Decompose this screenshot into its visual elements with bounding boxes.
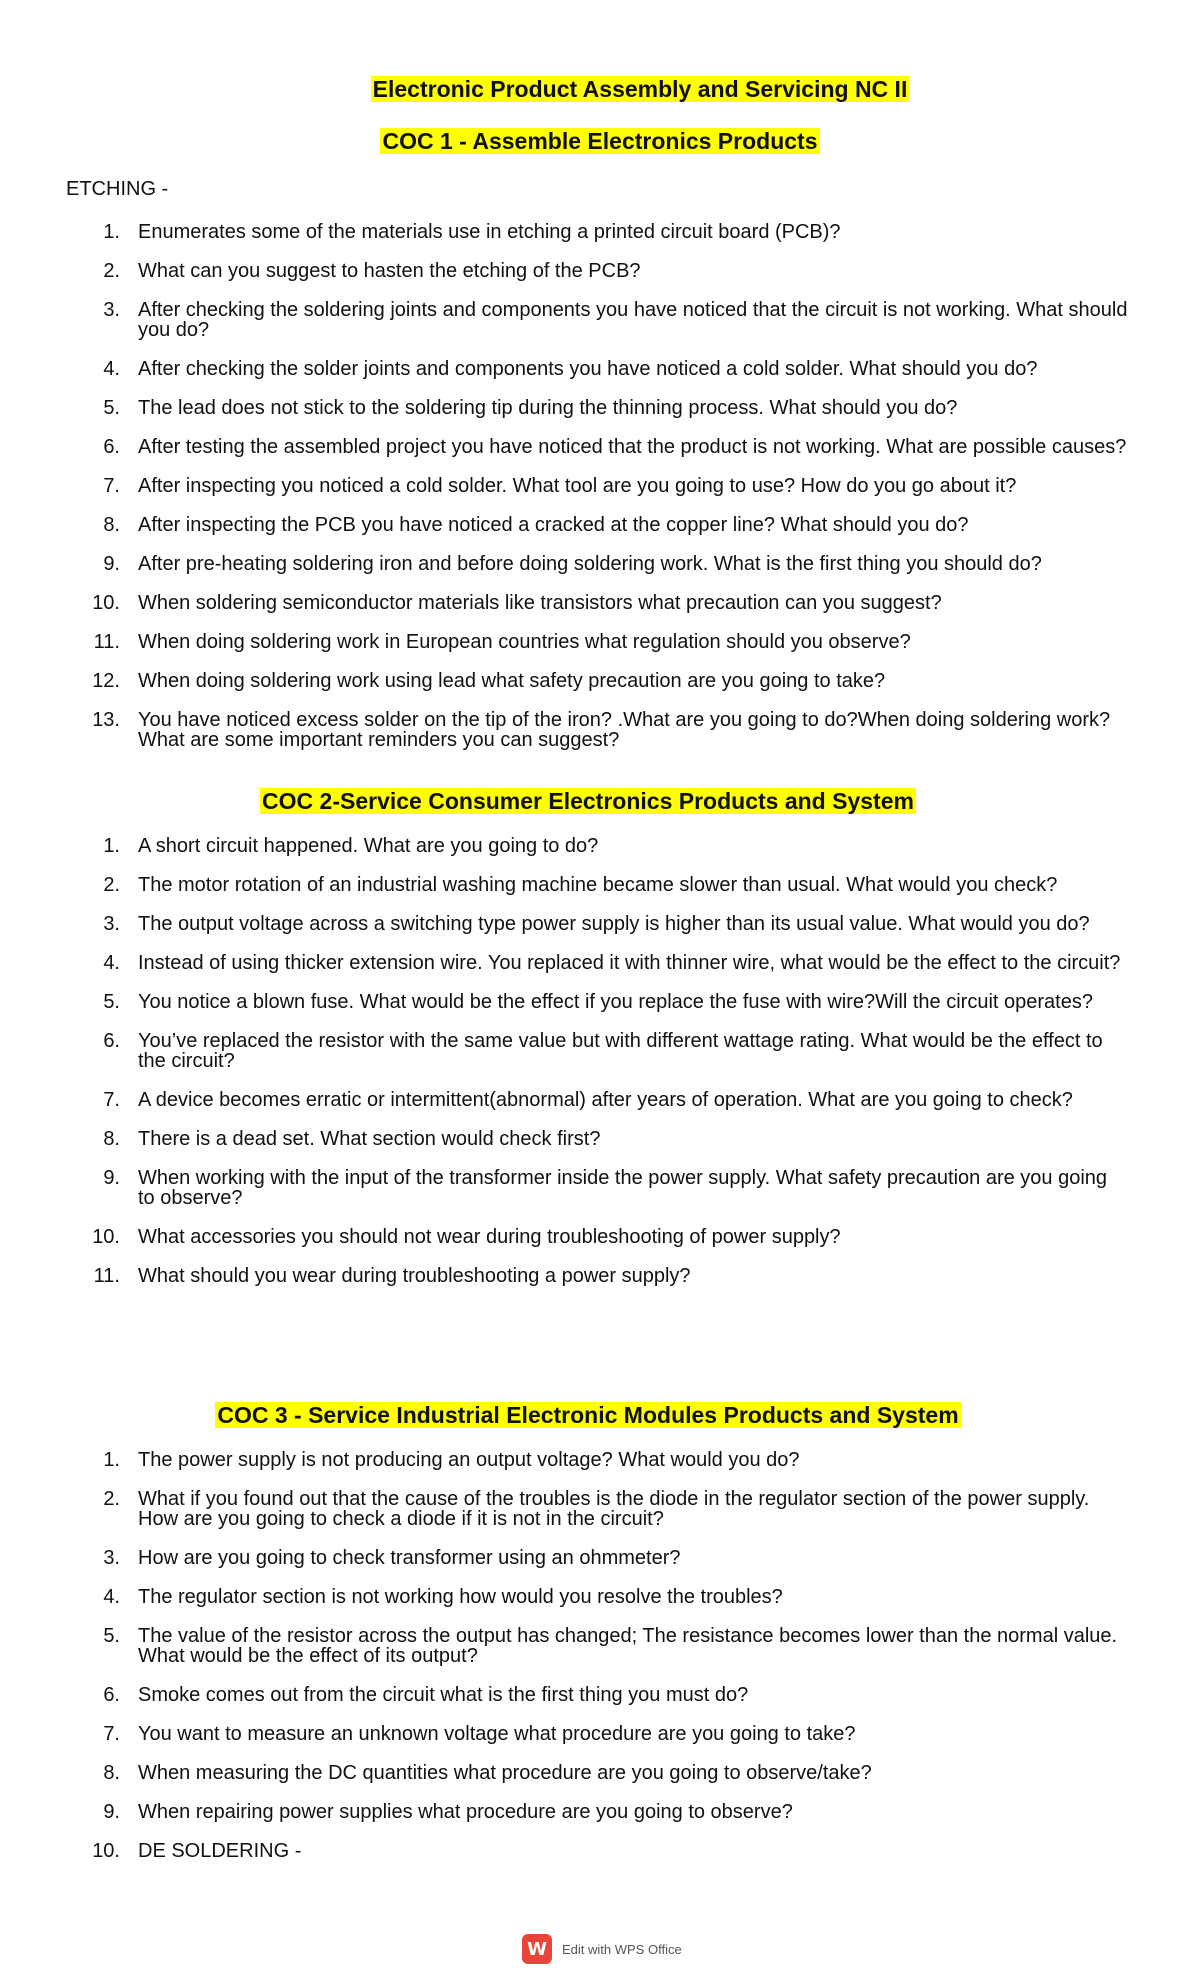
question-text: You want to measure an unknown voltage what procedure are you going to take?: [138, 1723, 856, 1745]
question-item: [0, 515, 1200, 535]
question-number: 1.: [103, 1449, 120, 1471]
question-text: A device becomes erratic or intermittent(abnormal) after years of operation. What are you going to check?: [138, 1089, 1073, 1111]
question-number: 2.: [103, 260, 120, 282]
question-number: 3.: [103, 1547, 120, 1569]
coc1-heading-text: COC 1 - Assemble Electronics Products: [382, 128, 818, 154]
question-item: [0, 1168, 1200, 1208]
coc2-heading: [0, 786, 1188, 816]
question-number: 10.: [92, 1840, 120, 1862]
coc3-heading-text: COC 3 - Service Industrial Electronic Modules Products and System: [217, 1402, 959, 1428]
wps-footer-text: Edit with WPS Office: [562, 1941, 682, 1957]
question-number: 9.: [103, 1801, 120, 1823]
question-number: 11.: [93, 631, 120, 653]
question-item: [0, 1724, 1200, 1744]
question-number: 1.: [103, 835, 120, 857]
question-number: 5.: [103, 1625, 120, 1647]
coc2-question-list: [0, 836, 1200, 1305]
question-number: 3.: [103, 299, 120, 321]
question-text: The value of the resistor across the output has changed; The resistance becomes lower than the normal value. What would be the effect of its output?: [138, 1625, 1118, 1667]
wps-footer[interactable]: [522, 1934, 682, 1964]
question-number: 4.: [103, 1586, 120, 1608]
question-item: [0, 710, 1200, 750]
coc2-heading-text: COC 2-Service Consumer Electronics Products and System: [262, 788, 914, 814]
question-text: What accessories you should not wear during troubleshooting of power supply?: [138, 1226, 841, 1248]
question-text: After testing the assembled project you have noticed that the product is not working. What are possible causes?: [138, 436, 1127, 458]
question-text: Instead of using thicker extension wire. You replaced it with thinner wire, what would be the effect to the circuit?: [138, 952, 1121, 974]
question-item: [0, 875, 1200, 895]
question-text: When soldering semiconductor materials like transistors what precaution can you suggest?: [138, 592, 942, 614]
question-text: Smoke comes out from the circuit what is the first thing you must do?: [138, 1684, 749, 1706]
question-number: 7.: [103, 1089, 120, 1111]
question-number: 4.: [103, 952, 120, 974]
question-number: 13.: [92, 709, 120, 731]
question-item: [0, 1802, 1200, 1822]
question-number: 6.: [103, 1030, 120, 1052]
question-text: After checking the solder joints and components you have noticed a cold solder. What should you do?: [138, 358, 1038, 380]
question-item: [0, 1129, 1200, 1149]
question-item: [0, 1031, 1200, 1071]
question-text: When doing soldering work in European countries what regulation should you observe?: [138, 631, 911, 653]
question-number: 8.: [103, 1762, 120, 1784]
question-item: [0, 300, 1200, 340]
question-text: When repairing power supplies what procedure are you going to observe?: [138, 1801, 793, 1823]
question-item: [0, 671, 1200, 691]
document-title: [40, 74, 1200, 104]
question-text: What can you suggest to hasten the etching of the PCB?: [138, 260, 641, 282]
question-text: After pre-heating soldering iron and before doing soldering work. What is the first thing you should do?: [138, 553, 1042, 575]
question-text: After inspecting the PCB you have noticed a cracked at the copper line? What should you do?: [138, 514, 969, 536]
coc1-question-list: [0, 222, 1200, 769]
question-text: What should you wear during troubleshooting a power supply?: [138, 1265, 691, 1287]
question-number: 8.: [103, 514, 120, 536]
question-text: Enumerates some of the materials use in etching a printed circuit board (PCB)?: [138, 221, 841, 243]
question-number: 6.: [103, 436, 120, 458]
question-number: 2.: [103, 1488, 120, 1510]
question-item: [0, 593, 1200, 613]
question-item: [0, 1450, 1200, 1470]
question-number: 3.: [103, 913, 120, 935]
question-text: When doing soldering work using lead what safety precaution are you going to take?: [138, 670, 886, 692]
question-number: 5.: [103, 397, 120, 419]
question-number: 12.: [92, 670, 120, 692]
question-text: After checking the soldering joints and components you have noticed that the circuit is not working. What should you do?: [138, 299, 1128, 341]
question-text: The motor rotation of an industrial washing machine became slower than usual. What would you check?: [138, 874, 1058, 896]
question-item: [0, 1626, 1200, 1666]
question-item: [0, 359, 1200, 379]
document-title-text: Electronic Product Assembly and Servicing NC II: [372, 76, 908, 102]
question-text: You have noticed excess solder on the tip of the iron? .What are you going to do?When doing soldering work? What are some important reminders you can suggest?: [138, 709, 1111, 751]
question-number: 10.: [92, 592, 120, 614]
question-item: [0, 1227, 1200, 1247]
question-number: 4.: [103, 358, 120, 380]
question-number: 2.: [103, 874, 120, 896]
question-number: 9.: [103, 1167, 120, 1189]
question-text: You’ve replaced the resistor with the same value but with different wattage rating. What would be the effect to the circuit?: [138, 1030, 1103, 1072]
question-item: [0, 437, 1200, 457]
question-item: [0, 1685, 1200, 1705]
question-text: The output voltage across a switching type power supply is higher than its usual value. What would you do?: [138, 913, 1090, 935]
question-item: [0, 398, 1200, 418]
question-item: [0, 836, 1200, 856]
question-item: [0, 554, 1200, 574]
question-text: A short circuit happened. What are you going to do?: [138, 835, 599, 857]
question-number: 10.: [92, 1226, 120, 1248]
coc1-heading: [0, 126, 1200, 156]
wps-logo-icon: W: [522, 1934, 552, 1964]
question-number: 1.: [103, 221, 120, 243]
question-item: [0, 222, 1200, 242]
question-text: How are you going to check transformer using an ohmmeter?: [138, 1547, 681, 1569]
question-item: [0, 476, 1200, 496]
coc3-heading: [0, 1400, 1188, 1430]
question-text: The power supply is not producing an output voltage? What would you do?: [138, 1449, 800, 1471]
question-item: [0, 1489, 1200, 1529]
etching-label: ETCHING -: [66, 178, 169, 200]
question-text: DE SOLDERING -: [138, 1840, 302, 1862]
question-item: [0, 1763, 1200, 1783]
question-number: 11.: [93, 1265, 120, 1287]
question-item: [0, 632, 1200, 652]
question-number: 5.: [103, 991, 120, 1013]
question-text: The lead does not stick to the soldering tip during the thinning process. What should you do?: [138, 397, 958, 419]
question-text: You notice a blown fuse. What would be the effect if you replace the fuse with wire?Will the circuit operates?: [138, 991, 1093, 1013]
question-number: 7.: [103, 475, 120, 497]
question-item: [0, 1090, 1200, 1110]
question-item: [0, 914, 1200, 934]
question-item: [0, 1587, 1200, 1607]
question-number: 7.: [103, 1723, 120, 1745]
question-item: [0, 261, 1200, 281]
question-number: 9.: [103, 553, 120, 575]
question-item: [0, 1266, 1200, 1286]
question-number: 8.: [103, 1128, 120, 1150]
question-item: [0, 1548, 1200, 1568]
coc3-question-list: [0, 1450, 1200, 1880]
question-text: When measuring the DC quantities what procedure are you going to observe/take?: [138, 1762, 872, 1784]
question-item: [0, 953, 1200, 973]
question-text: When working with the input of the transformer inside the power supply. What safety precaution are you going to observe?: [138, 1167, 1108, 1209]
question-text: The regulator section is not working how would you resolve the troubles?: [138, 1586, 783, 1608]
question-text: What if you found out that the cause of the troubles is the diode in the regulator section of the power supply. How are you going to check a diode if it is not in the circuit?: [138, 1488, 1090, 1530]
question-text: There is a dead set. What section would check first?: [138, 1128, 601, 1150]
question-item: [0, 1841, 1200, 1861]
question-text: After inspecting you noticed a cold solder. What tool are you going to use? How do you go about it?: [138, 475, 1017, 497]
question-number: 6.: [103, 1684, 120, 1706]
question-item: [0, 992, 1200, 1012]
